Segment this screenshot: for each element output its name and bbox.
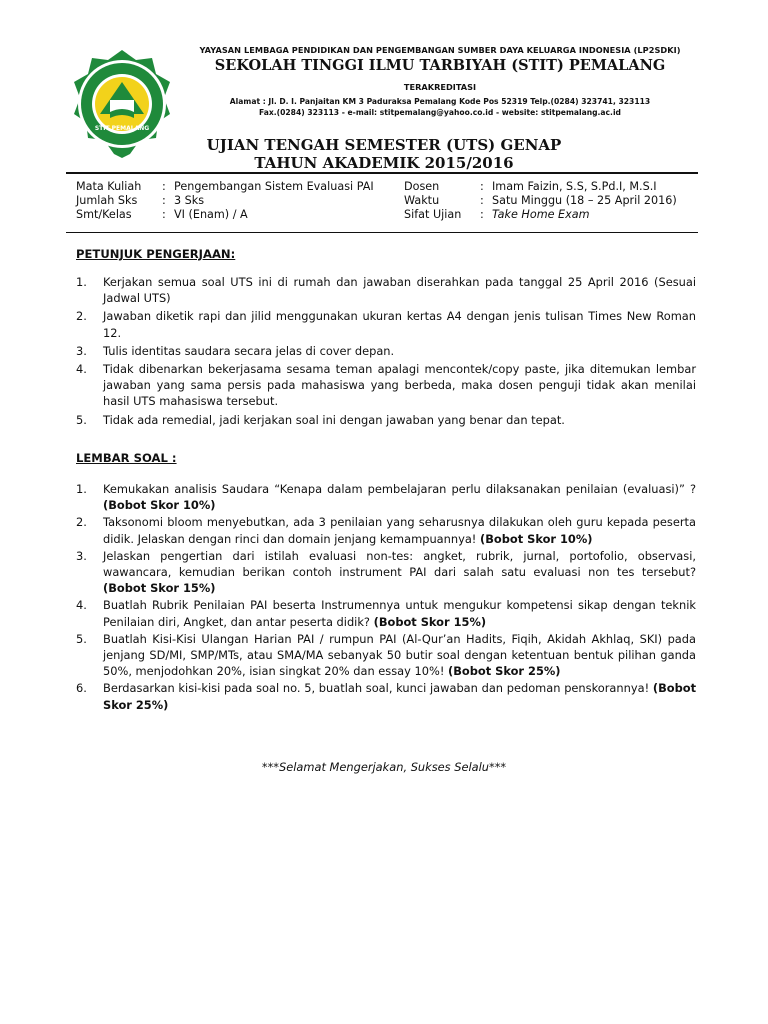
- list-item: [76, 548, 696, 597]
- exam-title: UJIAN TENGAH SEMESTER (UTS) GENAP: [206, 136, 562, 154]
- info-value-course: Pengembangan Sistem Evaluasi PAI: [174, 180, 374, 193]
- info-label: Waktu: [404, 194, 440, 207]
- score-weight: (Bobot Skor 25%): [448, 664, 561, 679]
- list-item: [76, 361, 696, 410]
- item-number: 6.: [76, 681, 87, 696]
- item-text: Jawaban diketik rapi dan jilid menggunakan ukuran kertas A4 dengan jenis tulisan Times New Roman 12.: [103, 309, 696, 340]
- info-value-time: Satu Minggu (18 – 25 April 2016): [492, 194, 677, 207]
- info-value-lecturer: Imam Faizin, S.S, S.Pd.I, M.S.I: [492, 180, 657, 193]
- info-label: Smt/Kelas: [76, 208, 132, 221]
- info-colon: :: [162, 208, 166, 221]
- list-item: [76, 631, 696, 680]
- list-item: [76, 514, 696, 546]
- item-number: 4.: [76, 598, 87, 613]
- questions-title: LEMBAR SOAL :: [76, 451, 177, 465]
- list-item: [76, 680, 696, 712]
- score-weight: (Bobot Skor 15%): [373, 614, 487, 629]
- item-number: 2.: [76, 515, 87, 530]
- info-value-class: VI (Enam) / A: [174, 208, 248, 221]
- info-value-credits: 3 Sks: [174, 194, 205, 207]
- item-text: Jelaskan pengertian dari istilah evaluasi non-tes: angket, rubrik, jurnal, portofolio, observasi, wawancara, kemudian berikan contoh instrument PAI dari salah satu evaluasi non tes tersebut?: [103, 548, 696, 580]
- academic-year: TAHUN AKADEMIK 2015/2016: [254, 154, 514, 172]
- info-label: Mata Kuliah: [76, 180, 142, 193]
- item-number: 3.: [76, 548, 87, 563]
- item-text: Taksonomi bloom menyebutkan, ada 3 penilaian yang seharusnya dilakukan oleh guru kepada peserta didik. Jelaskan dengan rinci dan domain jenjang kemampuannya!: [103, 515, 696, 546]
- instructions-title: PETUNJUK PENGERJAAN:: [76, 247, 236, 261]
- item-number: 2.: [76, 309, 87, 324]
- info-label: Jumlah Sks: [76, 194, 138, 207]
- foundation-name: YAYASAN LEMBAGA PENDIDIKAN DAN PENGEMBANGAN SUMBER DAYA KELUARGA INDONESIA (LP2SDKI): [199, 45, 681, 55]
- instructions-list: [76, 274, 696, 430]
- item-text: Buatlah Rubrik Penilaian PAI beserta Instrumennya untuk mengukur kompetensi sikap dengan teknik Penilaian diri, Angket, dan antar peserta didik?: [103, 598, 696, 629]
- item-number: 5.: [76, 412, 87, 427]
- item-text: Tidak dibenarkan bekerjasama sesama teman apalagi mencontek/copy paste, jika ditemukan lembar jawaban yang sama persis pada mahasiswa yang berbeda, maka dosen penguji tidak akan menilai hasil UTS mahasiswa tersebut.: [103, 362, 696, 409]
- item-text: Berdasarkan kisi-kisi pada soal no. 5, buatlah soal, kunci jawaban dan pedoman penskorannya!: [103, 681, 650, 696]
- item-number: 1.: [76, 275, 87, 289]
- info-label: Sifat Ujian: [404, 208, 462, 221]
- info-colon: :: [162, 180, 166, 193]
- info-colon: :: [480, 194, 484, 207]
- item-number: 1.: [76, 482, 87, 496]
- list-item: [76, 308, 696, 340]
- list-item: [76, 597, 696, 629]
- item-number: 3.: [76, 343, 87, 358]
- item-number: 5.: [76, 631, 87, 646]
- list-item: [76, 343, 696, 359]
- info-label: Dosen: [404, 180, 440, 193]
- list-item: [76, 274, 696, 306]
- score-weight: (Bobot Skor 10%): [480, 531, 593, 546]
- info-colon: :: [480, 208, 484, 221]
- address-line-2: Fax.(0284) 323113 - e-mail: stitpemalang@yahoo.co.id - website: stitpemalang.ac.id: [259, 108, 621, 117]
- accreditation-label: TERAKREDITASI: [403, 82, 477, 92]
- item-text: Buatlah Kisi-Kisi Ulangan Harian PAI / rumpun PAI (Al-Qur’an Hadits, Fiqih, Akidah Akhlaq, SKI) pada jenjang SD/MI, SMP/MTs, atau SMA/MA sebanyak 50 butir soal dengan ketentuan bentuk pilihan ganda 50%, menjodohkan 20%, isian singkat 20% dan essay 10%!: [103, 631, 696, 679]
- item-number: 4.: [76, 362, 87, 377]
- closing-message: ***Selamat Mengerjakan, Sukses Selalu***: [261, 760, 507, 774]
- item-text: Kerjakan semua soal UTS ini di rumah dan jawaban diserahkan pada tanggal 25 April 2016 (Sesuai Jadwal UTS): [103, 275, 696, 306]
- item-text: Kemukakan analisis Saudara “Kenapa dalam pembelajaran perlu dilaksanakan penilaian (evaluasi)” ?: [103, 482, 696, 496]
- list-item: [76, 412, 696, 428]
- info-value-exam-type: Take Home Exam: [492, 208, 590, 221]
- item-text: Tidak ada remedial, jadi kerjakan soal ini dengan jawaban yang benar dan tepat.: [103, 412, 565, 427]
- school-name: SEKOLAH TINGGI ILMU TARBIYAH (STIT) PEMALANG: [214, 57, 666, 74]
- logo-text: STIT PEMALANG: [94, 125, 150, 132]
- score-weight: (Bobot Skor 10%): [103, 498, 216, 513]
- list-item: [76, 481, 696, 513]
- score-weight: (Bobot Skor 25%): [103, 681, 697, 712]
- info-colon: :: [162, 194, 166, 207]
- address-line-1: Alamat : Jl. D. I. Panjaitan KM 3 Paduraksa Pemalang Kode Pos 52319 Telp.(0284) 323741, 323113: [229, 97, 651, 106]
- exam-info: [76, 180, 696, 228]
- score-weight: (Bobot Skor 15%): [103, 581, 216, 596]
- info-divider: [66, 232, 698, 233]
- header-divider: [66, 172, 698, 174]
- item-text: Tulis identitas saudara secara jelas di cover depan.: [103, 343, 395, 358]
- info-colon: :: [480, 180, 484, 193]
- questions-list: [76, 481, 696, 714]
